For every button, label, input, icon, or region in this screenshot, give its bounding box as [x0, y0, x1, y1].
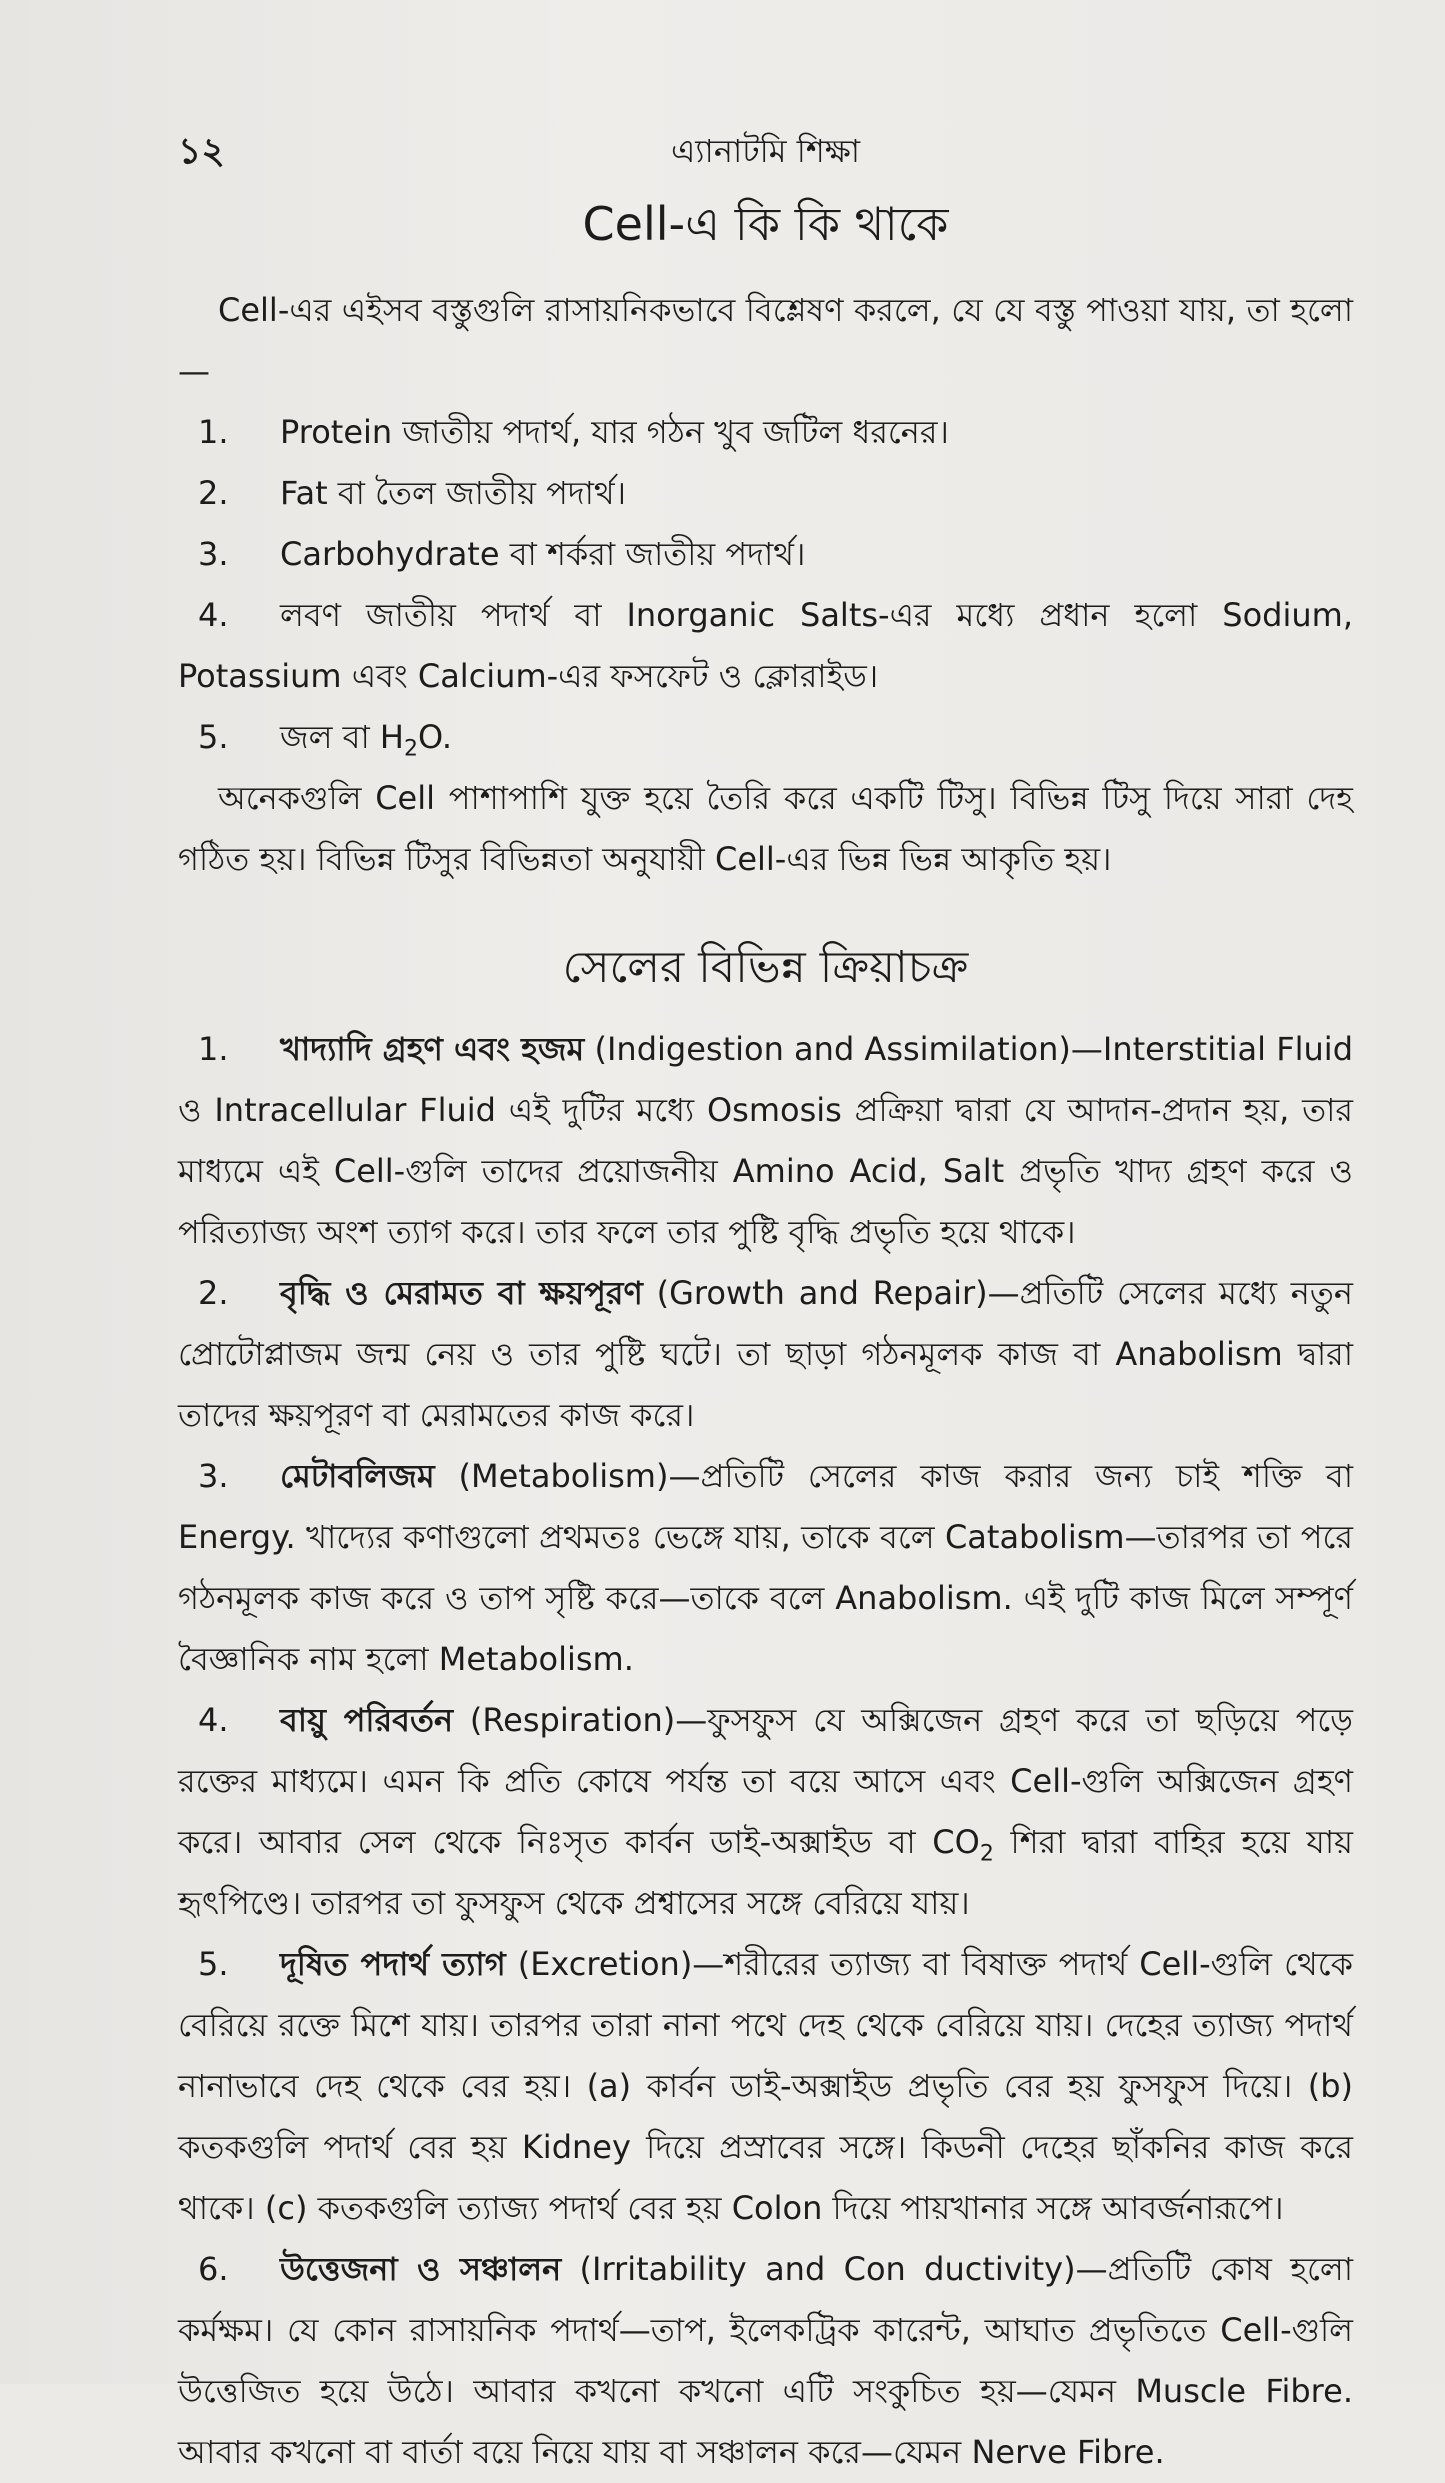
function-text: (Indigestion and Assimilation)—Interstitial Fluid ও Intracellular Fluid এই দুটির মধ্যে Osmosis প্রক্রিয়া দ্বারা যে আদান-প্রদান হয়, তার মাধ্যমে এই Cell-গুলি তাদের প্রয়োজনীয় Amino Acid, Salt প্রভৃতি খাদ্য গ্রহণ করে ও পরিত্যাজ্য অংশ ত্যাগ করে। তার ফলে তার পুষ্টি বৃদ্ধি প্রভৃতি হয়ে থাকে। — [178, 1030, 1353, 1251]
item-number: 1. — [198, 413, 229, 451]
item-number: 6. — [198, 2250, 229, 2288]
list-item — [178, 707, 1353, 768]
function-text: (Excretion)—শরীরের ত্যাজ্য বা বিষাক্ত পদার্থ Cell-গুলি থেকে বেরিয়ে রক্তে মিশে যায়। তারপর তারা নানা পথে দেহ থেকে বেরিয়ে যায়। দেহের ত্যাজ্য পদার্থ নানাভাবে দেহ থেকে বের হয়। (a) কার্বন ডাই-অক্সাইড প্রভৃতি বের হয় ফুসফুস দিয়ে। (b) কতকগুলি পদার্থ বের হয় Kidney দিয়ে প্রস্রাবের সঙ্গে। কিডনী দেহের ছাঁকনির কাজ করে থাকে। (c) কতকগুলি ত্যাজ্য পদার্থ বের হয় Colon দিয়ে পায়খানার সঙ্গে আবর্জনারূপে। — [178, 1945, 1353, 2227]
item-text: O. — [417, 718, 453, 756]
item-number: 4. — [198, 1701, 229, 1739]
item-number: 5. — [198, 1945, 229, 1983]
list-item — [178, 585, 1353, 707]
item-number: 2. — [198, 1274, 229, 1312]
function-item — [178, 1019, 1353, 1263]
section-heading-cell-contents: Cell-এ কি কি থাকে — [582, 197, 949, 251]
item-text: Fat বা তৈল জাতীয় পদার্থ। — [280, 474, 627, 512]
list-item — [178, 463, 1353, 524]
item-number: 1. — [198, 1030, 229, 1068]
list-item — [178, 402, 1353, 463]
page-number: ১২ — [178, 131, 225, 172]
function-text: (Metabolism)—প্রতিটি সেলের কাজ করার জন্য চাই শক্তি বা Energy. খাদ্যের কণাগুলো প্রথমতঃ ভেঙ্গে যায়, তাকে বলে Catabolism—তারপর তা পরে গঠনমূলক কাজ করে ও তাপ সৃষ্টি করে—তাকে বলে Anabolism. এই দুটি কাজ মিলে সম্পূর্ণ বৈজ্ঞানিক নাম হলো Metabolism. — [178, 1457, 1353, 1678]
function-item — [178, 1263, 1353, 1446]
section-heading-cell-functions: সেলের বিভিন্ন ক্রিয়াচক্র — [562, 942, 969, 993]
function-text: (Respiration)—ফুসফুস যে অক্সিজেন গ্রহণ করে তা ছড়িয়ে পড়ে রক্তের মাধ্যমে। এমন কি প্রতি কোষে পর্যন্ত তা বয়ে আসে এবং Cell-গুলি অক্সিজেন গ্রহণ করে। আবার সেল থেকে নিঃসৃত কার্বন ডাই-অক্সাইড বা CO — [178, 1701, 1353, 1861]
item-number: 5. — [198, 718, 229, 756]
function-title: দূষিত পদার্থ ত্যাগ — [280, 1945, 506, 1983]
item-number: 2. — [198, 474, 229, 512]
running-head — [178, 118, 1353, 178]
function-item — [178, 2239, 1353, 2483]
function-title: খাদ্যাদি গ্রহণ এবং হজম — [280, 1030, 585, 1068]
function-title: মেটাবলিজম — [280, 1457, 435, 1495]
subscript: 2 — [403, 736, 418, 762]
closing-paragraph: অনেকগুলি Cell পাশাপাশি যুক্ত হয়ে তৈরি করে একটি টিসু। বিভিন্ন টিসু দিয়ে সারা দেহ গঠিত হয়। বিভিন্ন টিসুর বিভিন্নতা অনুযায়ী Cell-এর ভিন্ন ভিন্ন আকৃতি হয়। — [178, 779, 1353, 878]
function-title: বায়ু পরিবর্তন — [280, 1701, 454, 1739]
function-text: শিরা দ্বারা বাহির হয়ে যায় হৃৎপিণ্ডে। তারপর তা ফুসফুস থেকে প্রশ্বাসের সঙ্গে বেরিয়ে যায়। — [178, 1823, 1353, 1922]
item-number: 4. — [198, 596, 229, 634]
running-head-title: এ্যানাটমি শিক্ষা — [670, 132, 861, 170]
function-title: বৃদ্ধি ও মেরামত বা ক্ষয়পূরণ — [280, 1274, 643, 1312]
function-text: (Irritability and Con ductivity)—প্রতিটি কোষ হলো কর্মক্ষম। যে কোন রাসায়নিক পদার্থ—তাপ, ইলেকট্রিক কারেন্ট, আঘাত প্রভৃতিতে Cell-গুলি উত্তেজিত হয়ে উঠে। আবার কখনো কখনো এটি সংকুচিত হয়—যেমন Muscle Fibre. আবার কখনো বা বার্তা বয়ে নিয়ে যায় বা সঞ্চালন করে—যেমন Nerve Fibre. — [178, 2250, 1353, 2471]
item-text: জল বা H — [280, 718, 404, 756]
function-title: উত্তেজনা ও সঞ্চালন — [280, 2250, 562, 2288]
function-text: (Growth and Repair)—প্রতিটি সেলের মধ্যে নতুন প্রোটোপ্লাজম জন্ম নেয় ও তার পুষ্টি ঘটে। তা ছাড়া গঠনমূলক কাজ বা Anabolism দ্বারা তাদের ক্ষয়পূরণ বা মেরামতের কাজ করে। — [178, 1274, 1353, 1434]
function-item — [178, 1690, 1353, 1934]
item-number: 3. — [198, 1457, 229, 1495]
intro-paragraph: Cell-এর এইসব বস্তুগুলি রাসায়নিকভাবে বিশ্লেষণ করলে, যে যে বস্তু পাওয়া যায়, তা হলো— — [178, 291, 1353, 390]
item-text: Protein জাতীয় পদার্থ, যার গঠন খুব জটিল ধরনের। — [280, 413, 949, 451]
function-item — [178, 1446, 1353, 1690]
item-text: Carbohydrate বা শর্করা জাতীয় পদার্থ। — [280, 535, 806, 573]
subscript: 2 — [979, 1841, 994, 1867]
item-text: লবণ জাতীয় পদার্থ বা Inorganic Salts-এর মধ্যে প্রধান হলো Sodium, Potassium এবং Calcium-এর ফসফেট ও ক্লোরাইড। — [178, 596, 1353, 695]
function-item — [178, 1934, 1353, 2239]
item-number: 3. — [198, 535, 229, 573]
list-item — [178, 524, 1353, 585]
